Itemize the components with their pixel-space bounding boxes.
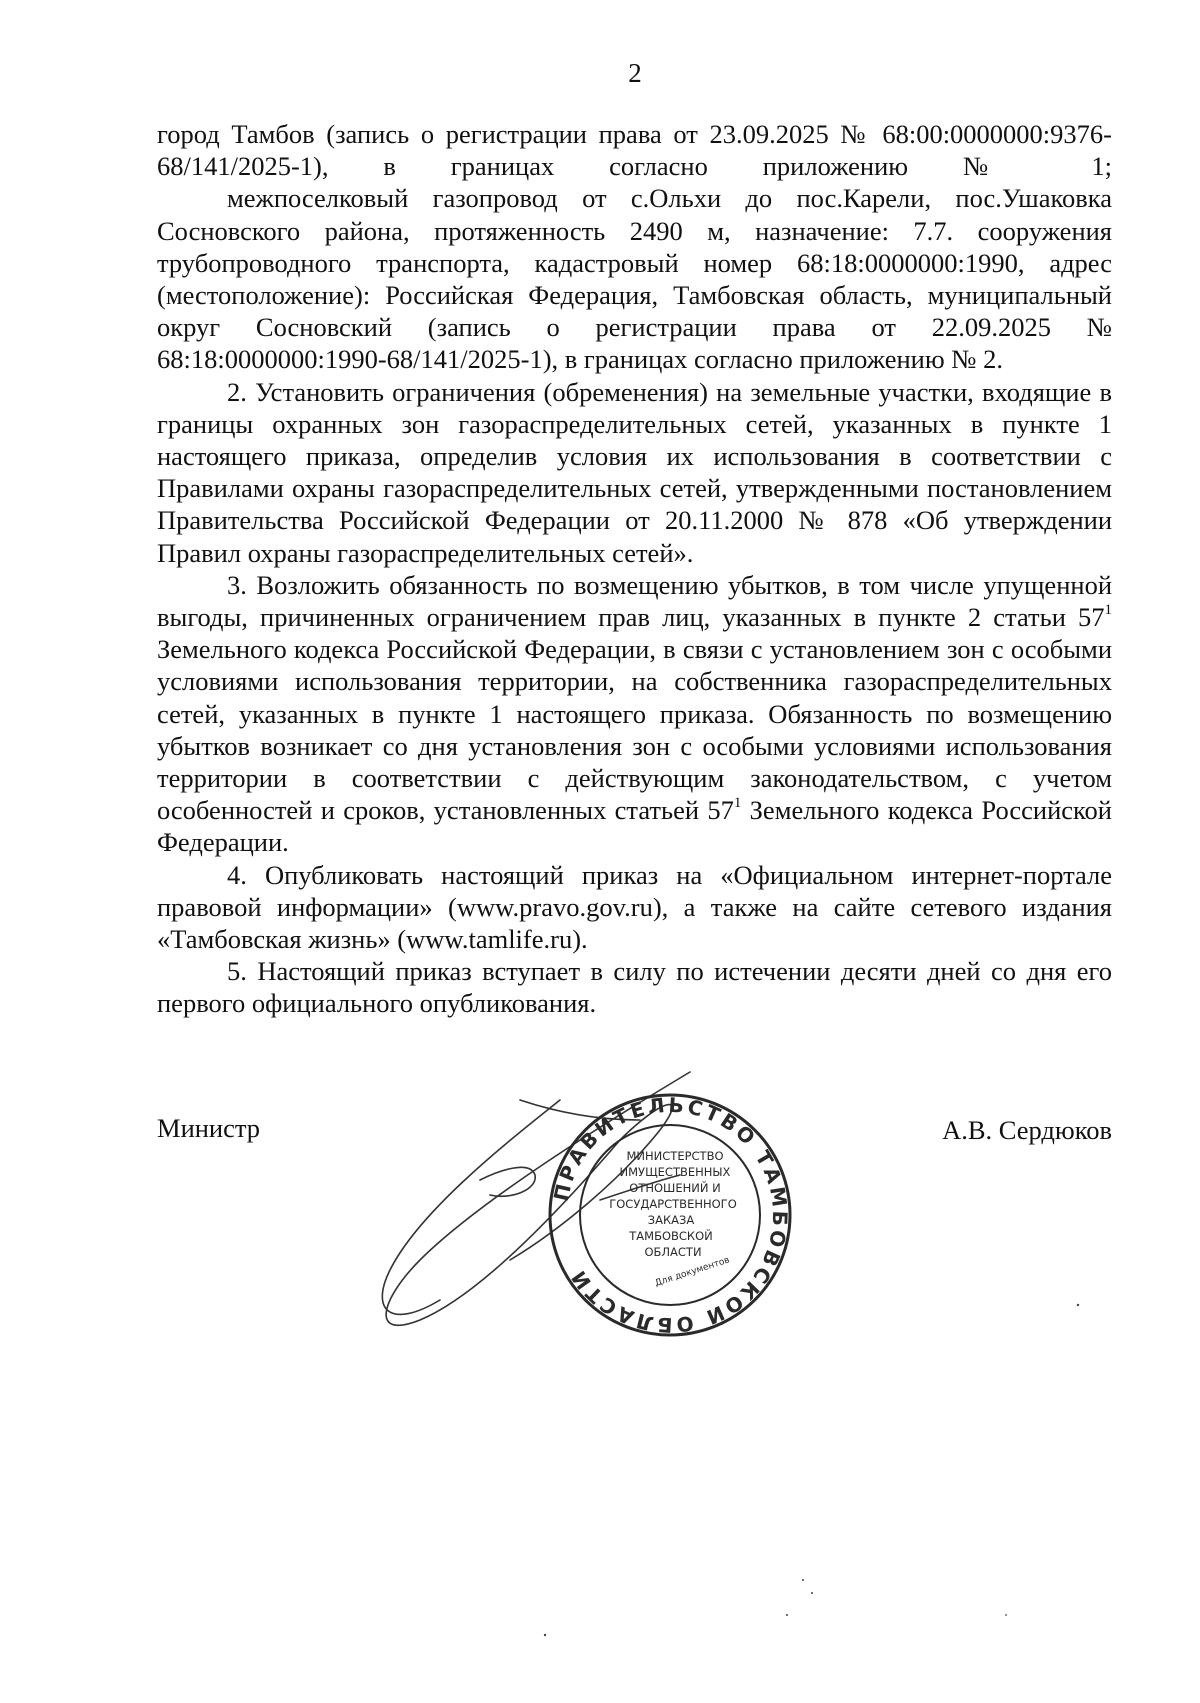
document-body [157,118,1112,1020]
paragraph-item-3 [157,569,1112,859]
paragraph-item-5: 5. Настоящий приказ вступает в силу по истечении десяти дней со дня его первого официального опубликования. [157,956,1112,1019]
signatory-name: А.В. Сердюков [942,1115,1112,1145]
seal-line-6: ТАМБОВСКОЙ [629,1229,713,1243]
superscript-1b: 1 [733,795,742,812]
paragraph-item-4: 4. Опубликовать настоящий приказ на «Официальном интернет-портале правовой информации» (www.pravo.gov.ru), а также на сайте сетевого издания «Тамбовская жизнь» (www.tamlife.ru). [157,859,1112,955]
paragraph-item-3-part3: Земельного кодекса Российской Федерации. [157,795,1112,858]
paragraph-item-2: 2. Установить ограничения (обременения) на земельные участки, входящие в границы охранных зон газораспределительных сетей, указанных в пункте 1 настоящего приказа, определив условия их использования в соответствии с Правилами охраны газораспределительных сетей, утвержденными постановлением Правительства Российской Федерации от 20.11.2000 № 878 «Об утверждении Правил охраны газораспределительных сетей». [157,376,1112,568]
paragraph-gas-pipeline: межпоселковый газопровод от с.Ольхи до пос.Карели, пос.Ушаковка Сосновского района, протяженность 2490 м, назначение: 7.7. сооружения трубопроводного транспорта, кадастровый номер 68:18:0000000:1990, адрес (местоположение): Российская Федерация, Тамбовская область, муниципальный округ Сосновский (запись о регистрации права от 22.09.2025 № 68:18:0000000:1990-68/141/2025-1), в границах согласно приложению № 2. [157,183,1112,375]
seal-outer-text: ПРАВИТЕЛЬСТВО ТАМБОВСКОЙ ОБЛАСТИ [548,1092,793,1338]
seal-line-2: ИМУЩЕСТВЕННЫХ [619,1165,731,1179]
paragraph-item-3-part2: Земельного кодекса Российской Федерации, в связи с установлением зон с особыми условиями использования территории, на собственника газораспределительных сетей, указанных в пункте 1 настоящего приказа. Обязанность по возмещению убытков возникает со дня установления зон с особыми условиями использования территории в соответствии с действующим законодательством, с учетом особенностей и сроков, установленных статьей 57 [157,634,1112,826]
seal-line-5: ЗАКАЗА [647,1213,695,1227]
paragraph-item-3-part1: 3. Возложить обязанность по возмещению убытков, в том числе упущенной выгоды, причиненных ограничением прав лиц, указанных в пункте 2 статьи 57 [157,569,1112,633]
seal-line-1: МИНИСТЕРСТВО [626,1149,724,1163]
page-number: 2 [628,58,642,88]
paragraph-continuation: город Тамбов (запись о регистрации права от 23.09.2025 № 68:00:0000000:9376-68/141/2025-1), в границах согласно приложению № 1; [157,119,1112,182]
seal-small-text: Для документов [653,1255,731,1289]
seal-line-4: ГОСУДАРСТВЕННОГО [609,1197,737,1211]
superscript-1: 1 [1104,602,1112,619]
seal-line-3: ОТНОШЕНИЙ И [629,1181,721,1195]
official-seal-stamp [545,1090,795,1340]
signatory-title: Министр [157,1113,261,1143]
seal-line-7: ОБЛАСТИ [644,1245,702,1259]
